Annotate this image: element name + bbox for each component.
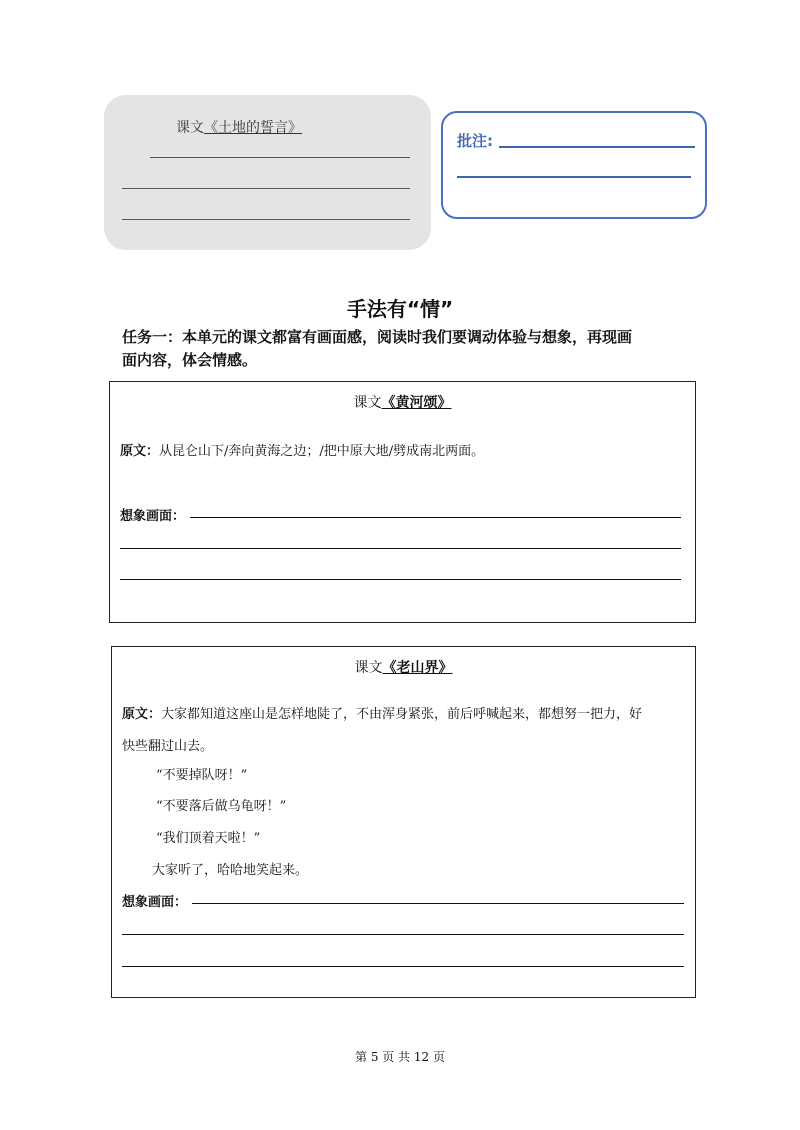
section-title: 手法有“情” bbox=[346, 297, 454, 321]
lesson-card-gray bbox=[104, 95, 431, 250]
page-footer: 第 5 页 共 12 页 bbox=[355, 1050, 445, 1064]
original-label: 原文： bbox=[122, 707, 162, 722]
answer-line[interactable] bbox=[150, 157, 410, 158]
imagine-line[interactable] bbox=[120, 548, 681, 549]
imagine-line[interactable] bbox=[190, 517, 681, 518]
card2-quote-1: “不要掉队呀！” bbox=[156, 768, 248, 783]
imagine-line[interactable] bbox=[122, 934, 684, 935]
card1-original bbox=[120, 440, 484, 459]
annotation-line[interactable] bbox=[457, 176, 691, 178]
imagine-line[interactable] bbox=[122, 966, 684, 967]
task-line-2: 面内容，体会情感。 bbox=[122, 351, 258, 369]
annotation-line[interactable] bbox=[499, 146, 695, 148]
card2-original-line2: 快些翻过山去。 bbox=[122, 739, 214, 754]
exercise-card-laoshanjie bbox=[111, 646, 696, 998]
card2-original-line1 bbox=[122, 703, 642, 722]
card2-quote-3: “我们顶着天啦！” bbox=[156, 831, 261, 846]
card1-lesson: 《黄河颂》 bbox=[381, 395, 452, 411]
gray-card-lesson: 《土地的誓言》 bbox=[204, 120, 302, 136]
task-description bbox=[122, 326, 692, 372]
original-label: 原文： bbox=[120, 444, 160, 459]
imagine-label: 想象画面： bbox=[122, 895, 188, 910]
imagine-label: 想象画面： bbox=[120, 509, 186, 524]
answer-line[interactable] bbox=[122, 188, 410, 189]
card2-title bbox=[112, 657, 695, 677]
exercise-card-huanghe bbox=[109, 381, 696, 623]
card1-prefix: 课文 bbox=[353, 395, 382, 411]
answer-line[interactable] bbox=[122, 219, 410, 220]
gray-card-title bbox=[104, 117, 374, 137]
gray-card-prefix: 课文 bbox=[176, 120, 204, 136]
annotation-card bbox=[441, 111, 707, 219]
card2-lesson: 《老山界》 bbox=[382, 660, 453, 676]
imagine-line[interactable] bbox=[192, 903, 684, 904]
card2-line-3: 大家听了，哈哈地笑起来。 bbox=[152, 863, 309, 878]
imagine-line[interactable] bbox=[120, 579, 681, 580]
original-text: 大家都知道这座山是怎样地陡了，不由浑身紧张，前后呼喊起来，都想努一把力，好 bbox=[161, 707, 643, 722]
task-line-1: 任务一：本单元的课文都富有画面感，阅读时我们要调动体验与想象，再现画 bbox=[122, 328, 633, 346]
card1-title bbox=[110, 392, 695, 412]
card2-prefix: 课文 bbox=[354, 660, 383, 676]
card2-quote-2: “不要落后做乌龟呀！” bbox=[156, 799, 287, 814]
annotation-label: 批注: bbox=[457, 132, 493, 150]
original-text: 从昆仑山下/奔向黄海之边；/把中原大地/劈成南北两面。 bbox=[159, 444, 485, 459]
